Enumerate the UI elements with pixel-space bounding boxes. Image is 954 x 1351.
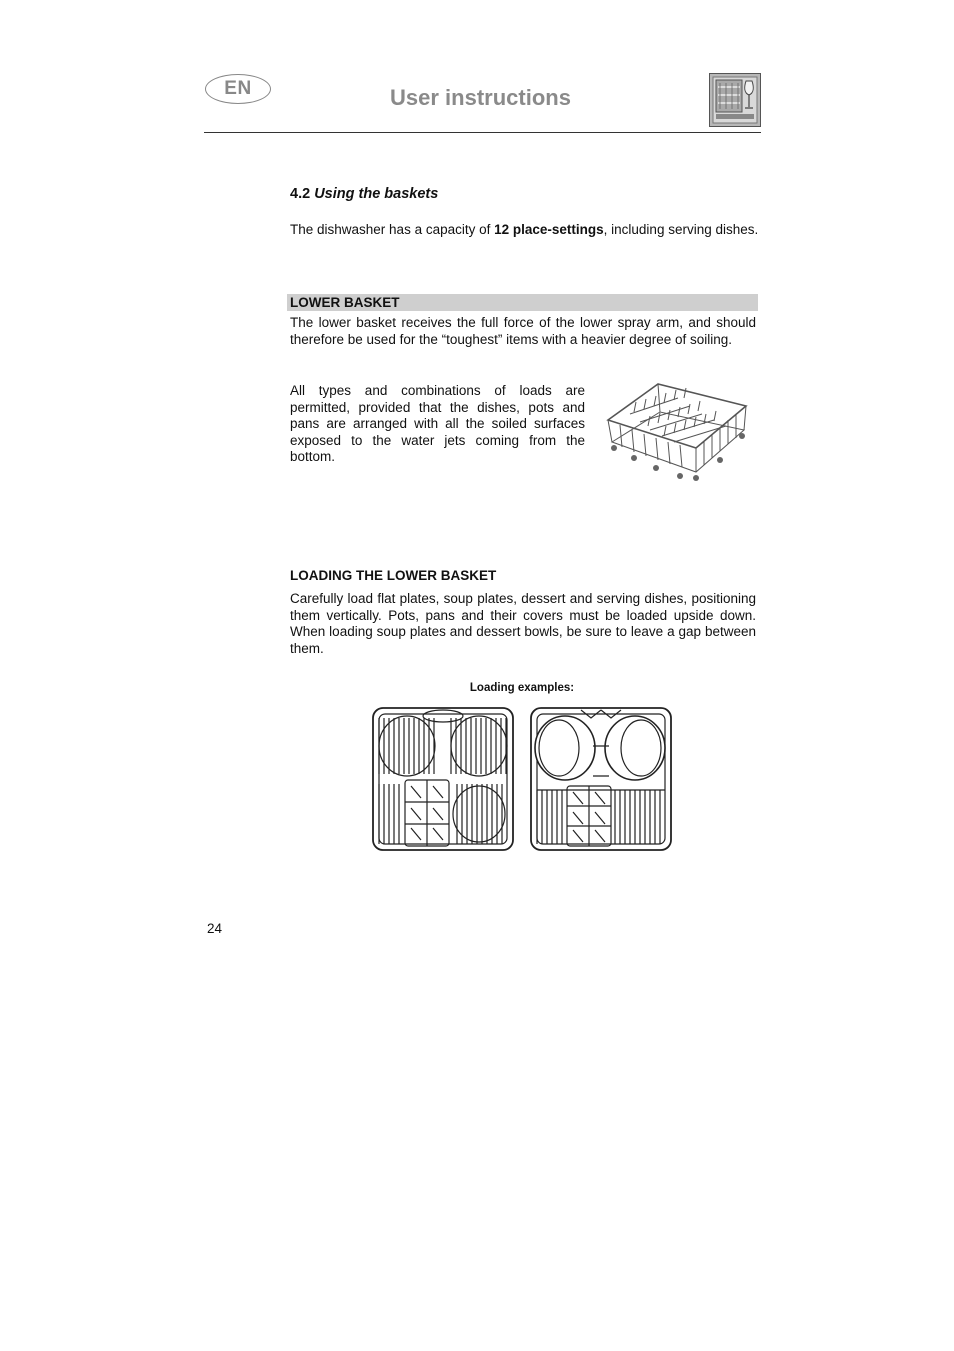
loading-example-pots-icon [529,706,673,852]
capacity-paragraph [290,222,761,239]
dishwasher-logo-icon [709,73,761,127]
lower-basket-heading-band [287,294,758,311]
page-number: 24 [207,921,223,936]
header-divider [204,132,761,133]
capacity-text-before: The dishwasher has a capacity of [290,222,495,237]
section-number: 4.2 [290,186,311,202]
page-header-title: User instructions [390,85,571,110]
load-types-paragraph: All types and combinations of loads are permitted, provided that the dishes, pots and pans are arranged with all the soiled surfaces exposed to the water jets coming from the bottom. [290,383,585,465]
capacity-place-settings: 12 place-settings [494,222,604,237]
loading-examples-caption: Loading examples: [469,682,575,694]
loading-example-plates-icon [371,706,515,852]
section-heading [290,186,438,202]
loading-paragraph: Carefully load flat plates, soup plates, dessert and serving dishes, positioning them vertically. Pots, pans and their covers must be loaded upside down. When loading soup plates and dessert bowls, be sure to leave a gap between them. [290,591,756,656]
lower-basket-heading: LOWER BASKET [290,295,400,310]
language-label: EN [224,78,252,99]
lower-basket-illustration [600,378,750,486]
language-badge [205,74,271,104]
loading-heading: LOADING THE LOWER BASKET [290,568,497,583]
lower-basket-paragraph: The lower basket receives the full force of the lower spray arm, and should therefore be used for the “toughest” items with a heavier degree of soiling. [290,315,756,347]
capacity-text-after: , including serving dishes. [603,222,759,237]
section-title: Using the baskets [314,186,439,202]
